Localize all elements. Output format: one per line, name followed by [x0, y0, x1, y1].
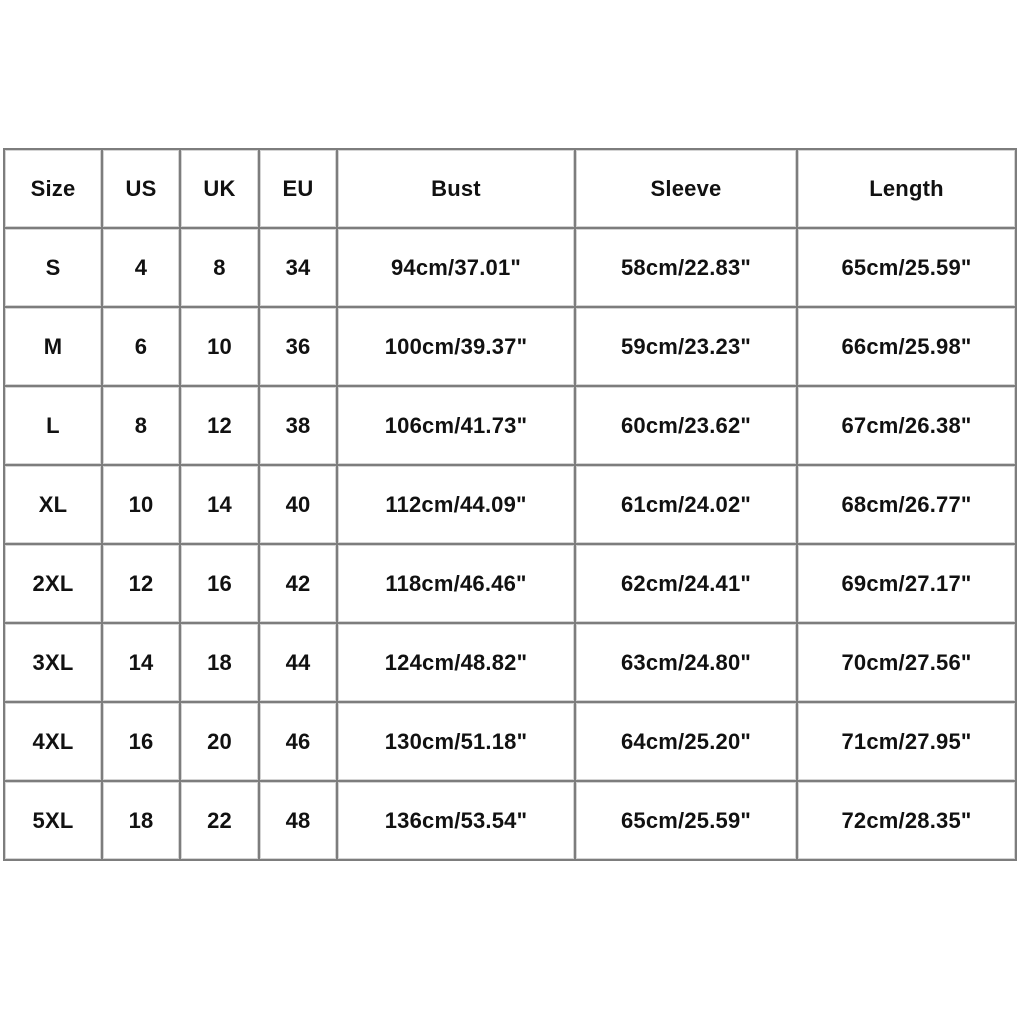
- header-size: Size: [5, 150, 103, 229]
- header-uk: UK: [181, 150, 260, 229]
- cell-bust: 94cm/37.01": [338, 229, 576, 308]
- table-row: [5, 545, 1017, 624]
- cell-length: 68cm/26.77": [798, 466, 1017, 545]
- cell-us: 8: [103, 387, 181, 466]
- cell-size: M: [5, 308, 103, 387]
- table-row: [5, 703, 1017, 782]
- cell-length: 65cm/25.59": [798, 229, 1017, 308]
- cell-length: 71cm/27.95": [798, 703, 1017, 782]
- cell-sleeve: 65cm/25.59": [576, 782, 798, 861]
- cell-size: XL: [5, 466, 103, 545]
- cell-sleeve: 60cm/23.62": [576, 387, 798, 466]
- header-bust: Bust: [338, 150, 576, 229]
- cell-size: S: [5, 229, 103, 308]
- cell-bust: 100cm/39.37": [338, 308, 576, 387]
- cell-us: 12: [103, 545, 181, 624]
- cell-length: 70cm/27.56": [798, 624, 1017, 703]
- header-sleeve: Sleeve: [576, 150, 798, 229]
- cell-uk: 14: [181, 466, 260, 545]
- cell-us: 18: [103, 782, 181, 861]
- cell-sleeve: 58cm/22.83": [576, 229, 798, 308]
- cell-size: L: [5, 387, 103, 466]
- cell-length: 67cm/26.38": [798, 387, 1017, 466]
- table-row: [5, 387, 1017, 466]
- table-row: [5, 466, 1017, 545]
- cell-us: 14: [103, 624, 181, 703]
- cell-bust: 124cm/48.82": [338, 624, 576, 703]
- cell-length: 66cm/25.98": [798, 308, 1017, 387]
- cell-bust: 112cm/44.09": [338, 466, 576, 545]
- cell-bust: 136cm/53.54": [338, 782, 576, 861]
- cell-eu: 38: [260, 387, 338, 466]
- cell-sleeve: 59cm/23.23": [576, 308, 798, 387]
- cell-eu: 42: [260, 545, 338, 624]
- cell-eu: 48: [260, 782, 338, 861]
- cell-us: 10: [103, 466, 181, 545]
- table-row: [5, 624, 1017, 703]
- table-row: [5, 308, 1017, 387]
- table-row: [5, 782, 1017, 861]
- cell-sleeve: 63cm/24.80": [576, 624, 798, 703]
- header-us: US: [103, 150, 181, 229]
- cell-size: 4XL: [5, 703, 103, 782]
- cell-uk: 12: [181, 387, 260, 466]
- cell-length: 69cm/27.17": [798, 545, 1017, 624]
- header-row: [5, 150, 1017, 229]
- cell-uk: 10: [181, 308, 260, 387]
- cell-sleeve: 64cm/25.20": [576, 703, 798, 782]
- cell-us: 6: [103, 308, 181, 387]
- cell-sleeve: 61cm/24.02": [576, 466, 798, 545]
- header-length: Length: [798, 150, 1017, 229]
- cell-size: 5XL: [5, 782, 103, 861]
- cell-sleeve: 62cm/24.41": [576, 545, 798, 624]
- cell-eu: 34: [260, 229, 338, 308]
- cell-us: 4: [103, 229, 181, 308]
- cell-bust: 106cm/41.73": [338, 387, 576, 466]
- cell-uk: 8: [181, 229, 260, 308]
- cell-eu: 44: [260, 624, 338, 703]
- cell-us: 16: [103, 703, 181, 782]
- cell-bust: 118cm/46.46": [338, 545, 576, 624]
- cell-size: 3XL: [5, 624, 103, 703]
- size-chart-table: [3, 148, 1017, 861]
- cell-length: 72cm/28.35": [798, 782, 1017, 861]
- cell-eu: 46: [260, 703, 338, 782]
- cell-uk: 22: [181, 782, 260, 861]
- cell-uk: 16: [181, 545, 260, 624]
- cell-eu: 40: [260, 466, 338, 545]
- cell-bust: 130cm/51.18": [338, 703, 576, 782]
- cell-uk: 18: [181, 624, 260, 703]
- header-eu: EU: [260, 150, 338, 229]
- cell-uk: 20: [181, 703, 260, 782]
- cell-size: 2XL: [5, 545, 103, 624]
- table-row: [5, 229, 1017, 308]
- cell-eu: 36: [260, 308, 338, 387]
